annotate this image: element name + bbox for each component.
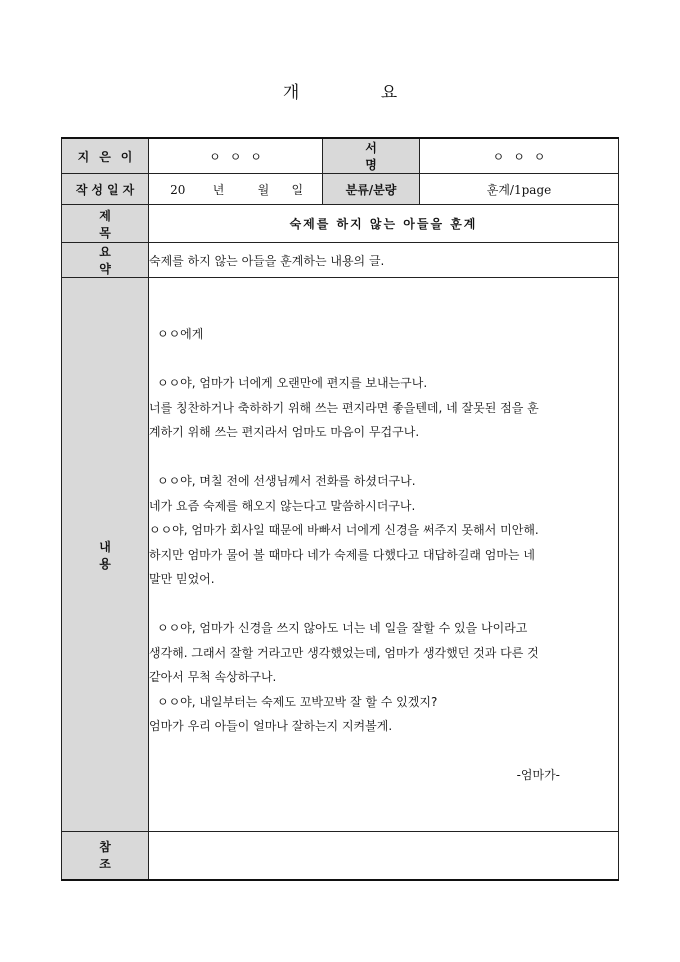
- date-row: [62, 174, 619, 205]
- content-body[interactable]: [149, 278, 619, 832]
- reference-value[interactable]: [149, 832, 619, 880]
- reference-label: 참조: [62, 832, 149, 880]
- summary-label: 요약: [62, 243, 149, 278]
- letter-line: 계하기 위해 쓰는 편지라서 엄마도 마음이 무겁구나.: [149, 425, 420, 439]
- letter-line: ㅇㅇ야, 엄마가 너에게 오랜만에 편지를 보내는구나.: [157, 376, 428, 390]
- date-value[interactable]: [149, 174, 323, 205]
- author-label: 지은이: [62, 138, 149, 174]
- letter-line: 같아서 무척 속상하구나.: [149, 670, 277, 684]
- date-label: 작성일자: [62, 174, 149, 205]
- subject-value[interactable]: 숙제를 하지 않는 아들을 훈계: [149, 205, 619, 243]
- page-title: 개 요: [282, 83, 436, 103]
- letter-line: 말만 믿었어.: [149, 572, 215, 586]
- letter-line: ㅇㅇ야, 며칠 전에 선생님께서 전화를 하셨더구나.: [157, 474, 416, 488]
- author-row: [62, 138, 619, 174]
- letter-line: ㅇㅇ야, 내일부터는 숙제도 꼬박꼬박 잘 할 수 있겠지?: [157, 694, 438, 709]
- letter-signature: -엄마가-: [516, 767, 560, 782]
- author-value[interactable]: ㅇㅇㅇ: [149, 138, 323, 174]
- letter-line: ㅇㅇ야, 엄마가 회사일 때문에 바빠서 너에게 신경을 써주지 못해서 미안해.: [149, 523, 539, 537]
- subject-row: [62, 205, 619, 243]
- document-form-table: [61, 137, 619, 881]
- date-year-unit: 년: [212, 182, 225, 197]
- letter-line: 네가 요즘 숙제를 해오지 않는다고 말씀하시더구나.: [149, 498, 416, 513]
- signature-value[interactable]: ㅇㅇㅇ: [420, 138, 619, 174]
- category-value[interactable]: 훈계/1page: [420, 174, 619, 205]
- date-day-unit: 일: [291, 182, 304, 197]
- signature-label: 서 명: [323, 138, 420, 174]
- content-row: [62, 278, 619, 832]
- summary-value[interactable]: 숙제를 하지 않는 아들을 훈계하는 내용의 글.: [149, 243, 619, 278]
- letter-line: ㅇㅇ야, 엄마가 신경을 쓰지 않아도 너는 네 일을 잘할 수 있을 나이라고: [157, 621, 528, 635]
- letter-line: 하지만 엄마가 물어 볼 때마다 네가 숙제를 다했다고 대답하길래 엄마는 네: [149, 547, 535, 562]
- category-label: 분류/분량: [323, 174, 420, 205]
- letter-line: 엄마가 우리 아들이 얼마나 잘하는지 지켜볼게.: [149, 719, 393, 733]
- content-label: 내용: [62, 278, 149, 832]
- summary-row: [62, 243, 619, 278]
- reference-row: [62, 832, 619, 880]
- date-year: 20: [170, 182, 186, 197]
- date-month-unit: 월: [257, 182, 270, 197]
- letter-line: 생각해. 그래서 잘할 거라고만 생각했었는데, 엄마가 생각했던 것과 다른 것: [149, 645, 539, 660]
- letter-greeting: ㅇㅇ에게: [157, 327, 204, 341]
- letter-line: 너를 칭찬하거나 축하하기 위해 쓰는 편지라면 좋을텐데, 네 잘못된 점을 훈: [149, 400, 539, 415]
- subject-label: 제목: [62, 205, 149, 243]
